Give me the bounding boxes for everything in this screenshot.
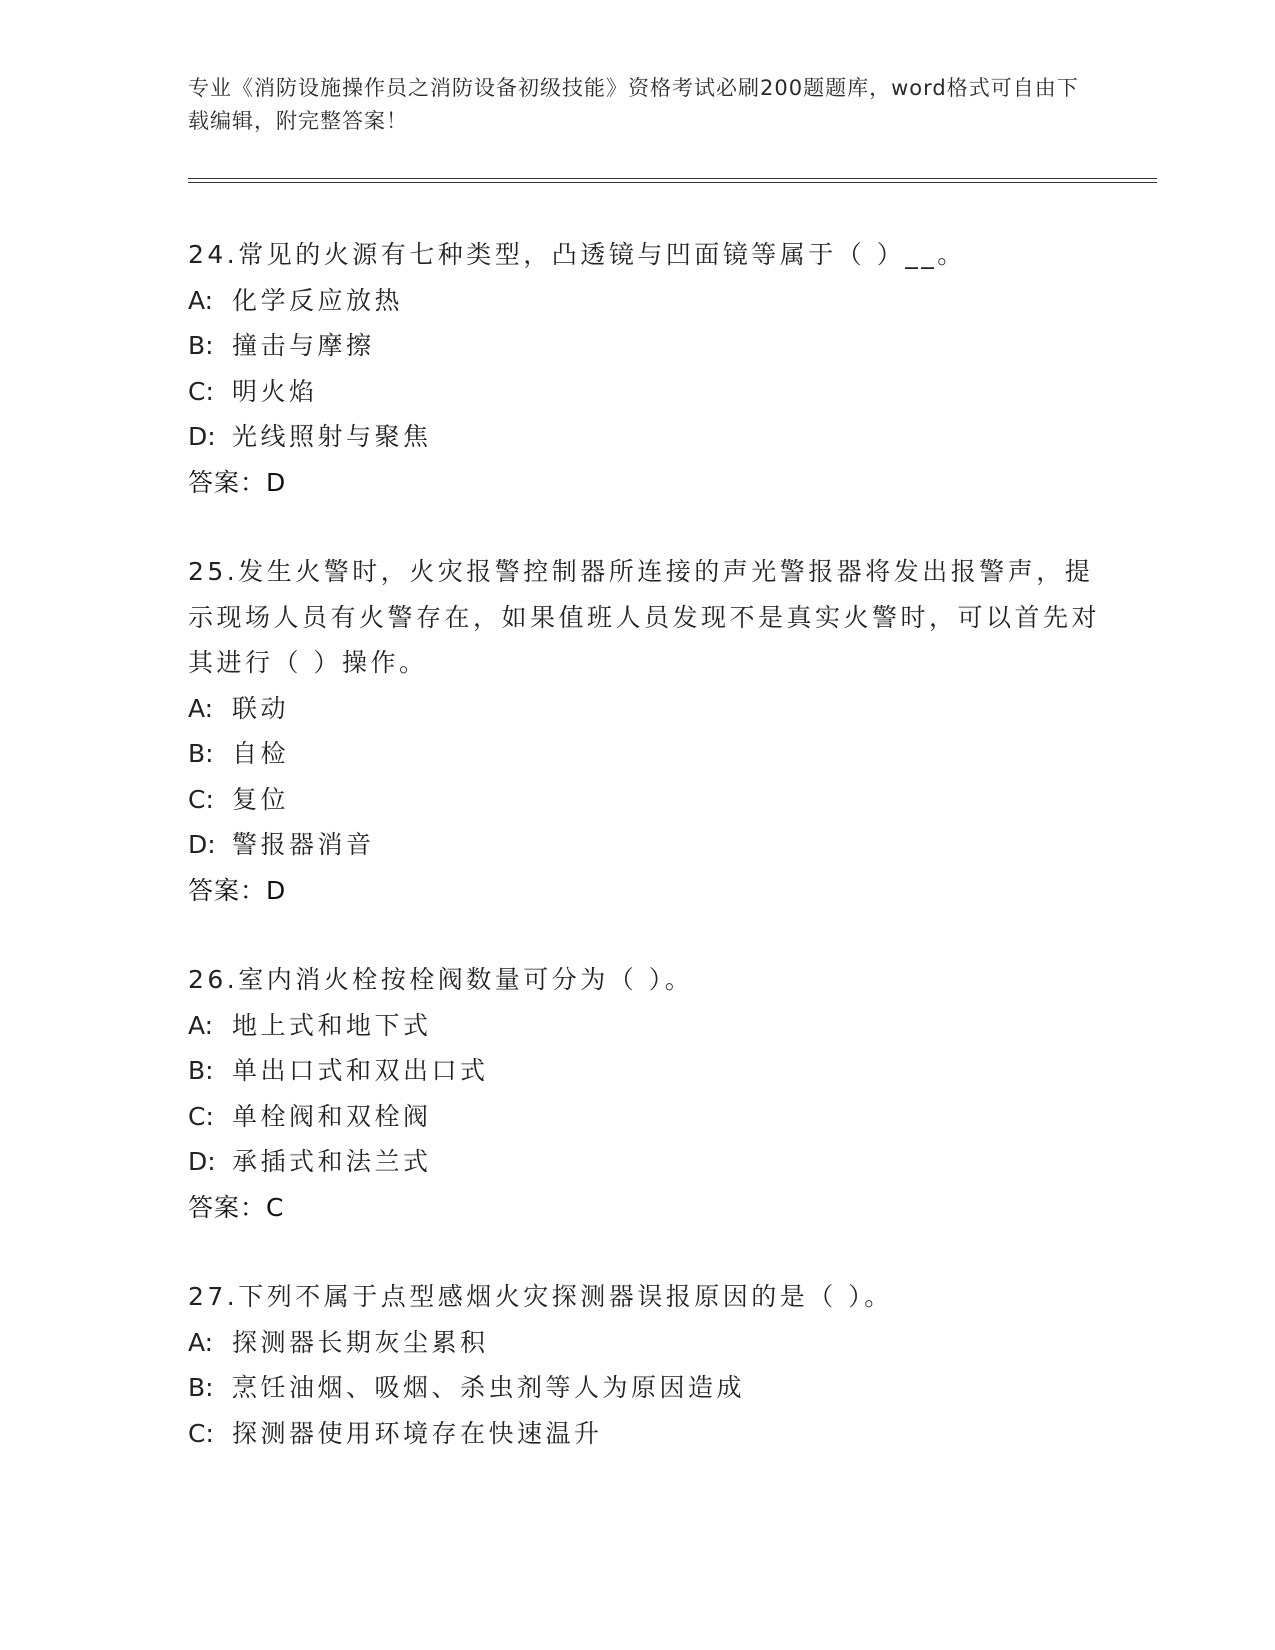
question-stem: 27.下列不属于点型感烟火灾探测器误报原因的是（ ）。: [188, 1282, 893, 1311]
option-text: 自检: [232, 739, 290, 768]
option-b: [188, 323, 1118, 369]
option-a: [188, 1320, 1118, 1366]
option-c: [188, 777, 1118, 823]
option-d: [188, 1139, 1118, 1185]
answer-line: 答案：D: [188, 467, 287, 497]
document-header: 专业《消防设施操作员之消防设备初级技能》资格考试必刷200题题库，word格式可自由下载编辑，附完整答案！: [188, 76, 1079, 133]
option-letter: A:: [188, 693, 214, 723]
option-text: 光线照射与聚焦: [232, 422, 432, 451]
question-list: [188, 232, 1118, 1500]
option-letter: B:: [188, 1056, 214, 1085]
option-text: 明火焰: [232, 376, 318, 406]
option-c: [188, 1094, 1118, 1140]
option-letter: B:: [188, 331, 214, 360]
option-letter: A:: [188, 285, 214, 315]
option-text: 探测器长期灰尘累积: [232, 1327, 489, 1357]
option-d: [188, 414, 1118, 460]
option-b: [188, 1365, 1118, 1411]
option-text: 承插式和法兰式: [232, 1147, 432, 1176]
question-stem: 25.发生火警时，火灾报警控制器所连接的声光警报器将发出报警声，提示现场人员有火警存在，如果值班人员发现不是真实火警时，可以首先对其进行（ ）操作。: [188, 557, 1101, 677]
option-letter: D:: [188, 1147, 216, 1176]
option-d: [188, 822, 1118, 868]
option-letter: C:: [188, 376, 214, 406]
header-divider: [188, 178, 1157, 183]
option-letter: D:: [188, 830, 216, 859]
option-a: [188, 686, 1118, 732]
option-text: 撞击与摩擦: [232, 331, 375, 360]
option-c: [188, 369, 1118, 415]
option-letter: B:: [188, 739, 214, 768]
answer-line: 答案：D: [188, 875, 287, 905]
option-letter: C:: [188, 1418, 214, 1448]
option-letter: A:: [188, 1327, 214, 1357]
option-letter: A:: [188, 1010, 214, 1040]
option-letter: D:: [188, 422, 216, 451]
option-text: 单出口式和双出口式: [232, 1056, 489, 1085]
option-text: 探测器使用环境存在快速温升: [232, 1418, 603, 1448]
option-b: [188, 731, 1118, 777]
option-text: 单栓阀和双栓阀: [232, 1101, 432, 1131]
question-24: [188, 232, 1118, 505]
question-27: [188, 1274, 1118, 1456]
option-text: 复位: [232, 784, 290, 814]
option-a: [188, 1003, 1118, 1049]
option-letter: C:: [188, 784, 214, 814]
option-text: 烹饪油烟、吸烟、杀虫剂等人为原因造成: [232, 1373, 746, 1402]
option-letter: C:: [188, 1101, 214, 1131]
option-text: 警报器消音: [232, 830, 375, 859]
option-text: 地上式和地下式: [232, 1010, 432, 1040]
option-b: [188, 1048, 1118, 1094]
question-stem: 26.室内消火栓按栓阀数量可分为（ ）。: [188, 965, 694, 994]
answer-line: 答案：C: [188, 1192, 285, 1222]
question-26: [188, 957, 1118, 1230]
option-text: 化学反应放热: [232, 285, 404, 315]
question-stem: 24.常见的火源有七种类型，凸透镜与凹面镜等属于（ ）__。: [188, 240, 966, 269]
question-25: [188, 549, 1118, 913]
option-a: [188, 278, 1118, 324]
option-letter: B:: [188, 1373, 214, 1402]
option-c: [188, 1411, 1118, 1457]
option-text: 联动: [232, 693, 290, 723]
